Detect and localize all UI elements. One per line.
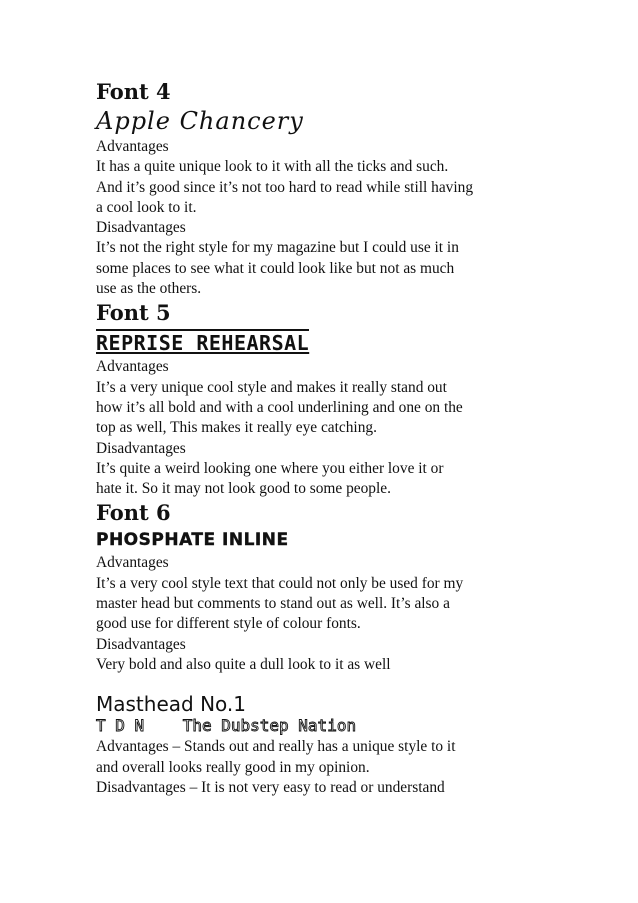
font-6-line: Disadvantages	[96, 635, 186, 653]
font-5-line: Advantages	[96, 358, 169, 376]
font-5-section	[96, 299, 556, 499]
document-page	[96, 78, 556, 798]
masthead-1-heading: Masthead No.1	[96, 692, 246, 717]
font-5-sample: REPRISE REHEARSAL	[96, 331, 310, 356]
masthead-1-line: and overall looks really good in my opinion.	[96, 758, 370, 776]
font-4-line: a cool look to it.	[96, 198, 197, 216]
font-4-line: some places to see what it could look like but not as much	[96, 259, 455, 277]
font-6-line: master head but comments to stand out as well. It’s also a	[96, 595, 450, 613]
font-6-heading: Font 6	[96, 500, 171, 526]
font-6-sample: PHOSPHATE INLINE	[96, 530, 289, 551]
font-6-line: Very bold and also quite a dull look to it as well	[96, 655, 391, 673]
font-5-heading: Font 5	[96, 300, 171, 326]
font-4-sample: Apple Chancery	[96, 107, 304, 135]
masthead-1-sample: T D N The Dubstep Nation	[96, 716, 357, 736]
font-4-line: It has a quite unique look to it with all the ticks and such.	[96, 158, 449, 176]
font-5-line: how it’s all bold and with a cool underlining and one on the	[96, 398, 463, 416]
font-5-line: top as well, This makes it really eye catching.	[96, 419, 377, 437]
font-4-line: And it’s good since it’s not too hard to read while still having	[96, 178, 474, 196]
font-4-line: Disadvantages	[96, 219, 186, 237]
masthead-1-line: Advantages – Stands out and really has a unique style to it	[96, 738, 456, 756]
font-6-line: good use for different style of colour fonts.	[96, 615, 361, 633]
font-6-section	[96, 499, 556, 675]
font-6-line: It’s a very cool style text that could not only be used for my	[96, 574, 464, 592]
section-spacer	[96, 675, 556, 691]
font-5-line: It’s a very unique cool style and makes it really stand out	[96, 378, 447, 396]
font-4-heading: Font 4	[96, 79, 171, 104]
font-5-line: Disadvantages	[96, 439, 186, 457]
font-4-section	[96, 78, 556, 299]
masthead-1-section	[96, 691, 556, 798]
font-4-line: use as the others.	[96, 280, 202, 298]
font-5-line: hate it. So it may not look good to some people.	[96, 480, 391, 498]
masthead-1-line: Disadvantages – It is not very easy to read or understand	[96, 778, 445, 796]
font-4-line: It’s not the right style for my magazine but I could use it in	[96, 239, 459, 257]
font-4-line: Advantages	[96, 138, 169, 155]
font-6-line: Advantages	[96, 554, 169, 572]
font-5-line: It’s quite a weird looking one where you either love it or	[96, 459, 444, 477]
